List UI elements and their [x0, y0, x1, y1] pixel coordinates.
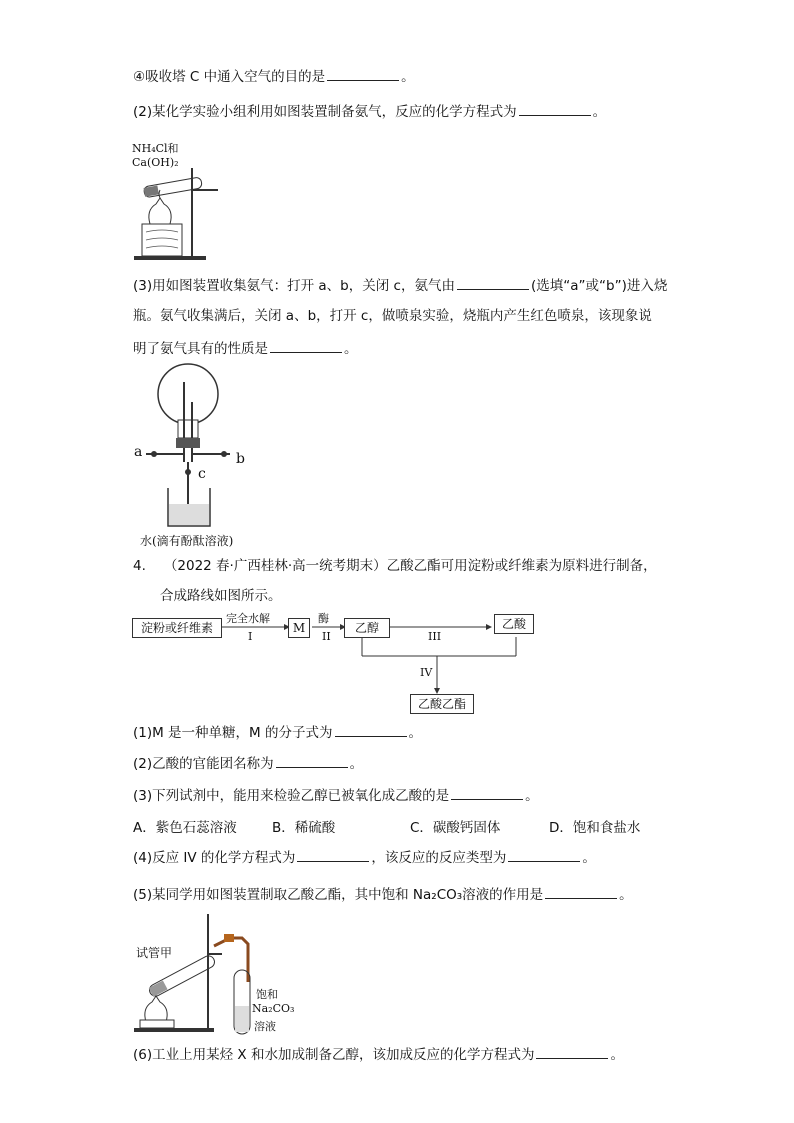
route-step2-top: 酶	[318, 612, 329, 625]
route-step3-label: III	[428, 630, 442, 643]
fountain-experiment-figure	[132, 362, 272, 550]
route-step2-bottom: II	[322, 630, 331, 643]
answer-blank[interactable]	[335, 722, 407, 737]
answer-blank[interactable]	[536, 1044, 608, 1059]
q4-part1-line: (1)M 是一种单糖，M 的分子式为 。	[133, 722, 422, 743]
valve-label-c: c	[198, 466, 206, 482]
ester-apparatus-drawing	[132, 910, 312, 1038]
route-ethanol-box: 乙醇	[344, 618, 390, 638]
answer-blank[interactable]	[519, 101, 591, 116]
q3-part2-text: (2)某化学实验小组利用如图装置制备氨气，反应的化学方程式为	[133, 104, 517, 120]
q4-part3-line: (3)下列试剂中，能用来检验乙醇已被氧化成乙酸的是 。	[133, 785, 539, 806]
valve-label-a: a	[134, 444, 143, 460]
answer-blank[interactable]	[545, 884, 617, 899]
q3-part3-line2: 瓶。氨气收集满后，关闭 a、b，打开 c，做喷泉实验，烧瓶内产生红色喷泉，该现象说	[133, 308, 652, 324]
route-step4-label: IV	[420, 666, 433, 679]
answer-blank[interactable]	[270, 338, 342, 353]
q4-part6-line: (6)工业上用某烃 X 和水加成制备乙醇，该加成反应的化学方程式为 。	[133, 1044, 624, 1065]
answer-blank[interactable]	[297, 847, 369, 862]
q4-part5-line: (5)某同学用如图装置制取乙酸乙酯，其中饱和 Na₂CO₃溶液的作用是 。	[133, 884, 633, 905]
route-ester-box: 乙酸乙酯	[410, 694, 474, 714]
fig3-label-solution: 溶液	[254, 1020, 276, 1033]
route-start-box: 淀粉或纤维素	[132, 618, 222, 638]
q4-part2-line: (2)乙酸的官能团名称为 。	[133, 753, 363, 774]
choice-b[interactable]: B．稀硫酸	[272, 820, 336, 836]
choice-a[interactable]: A．紫色石蕊溶液	[133, 820, 237, 836]
ammonia-preparation-figure	[132, 140, 232, 262]
answer-blank[interactable]	[508, 847, 580, 862]
fig3-label-na2co3: Na₂CO₃	[252, 1002, 295, 1015]
answer-blank[interactable]	[457, 275, 529, 290]
ester-preparation-figure	[132, 910, 312, 1038]
q3-part4-line: ④吸收塔 C 中通入空气的目的是 。	[133, 66, 415, 87]
ammonia-apparatus-drawing	[132, 140, 232, 262]
q4-intro-line1: 4. （2022 春·广西桂林·高一统考期末）乙酸乙酯可用淀粉或纤维素为原料进行制备，	[133, 558, 657, 574]
q3-part2-line: (2)某化学实验小组利用如图装置制备氨气，反应的化学方程式为 。	[133, 101, 606, 122]
fig1-label-reagent2: Ca(OH)₂	[132, 156, 179, 169]
route-acetic-acid-box: 乙酸	[494, 614, 534, 634]
choice-d[interactable]: D．饱和食盐水	[549, 820, 641, 836]
fig3-label-saturated: 饱和	[256, 988, 278, 1001]
q4-intro-line2: 合成路线如图所示。	[160, 588, 282, 604]
q3-part3-line1: (3)用如图装置收集氨气：打开 a、b，关闭 c，氨气由 (选填“a”或“b”)进入烧	[133, 275, 667, 296]
q4-number: 4.	[133, 558, 146, 574]
answer-blank[interactable]	[276, 753, 348, 768]
synthesis-route-figure	[132, 610, 532, 718]
q3-part4-text: ④吸收塔 C 中通入空气的目的是	[133, 69, 326, 85]
answer-blank[interactable]	[327, 66, 399, 81]
fig1-label-reagent1: NH₄Cl和	[132, 142, 179, 155]
route-step1-bottom: I	[248, 630, 253, 643]
fountain-apparatus-drawing	[132, 362, 272, 532]
route-step1-top: 完全水解	[226, 612, 270, 625]
q3-part3-line3: 明了氨气具有的性质是 。	[133, 338, 358, 359]
valve-label-b: b	[236, 451, 245, 467]
choice-c[interactable]: C．碳酸钙固体	[410, 820, 501, 836]
q4-part4-line: (4)反应 IV 的化学方程式为 ，该反应的反应类型为 。	[133, 847, 596, 868]
fig3-label-tube: 试管甲	[136, 946, 173, 960]
fig2-caption: 水(滴有酚酞溶液)	[140, 534, 234, 548]
answer-blank[interactable]	[451, 785, 523, 800]
route-m-box: M	[288, 618, 310, 638]
